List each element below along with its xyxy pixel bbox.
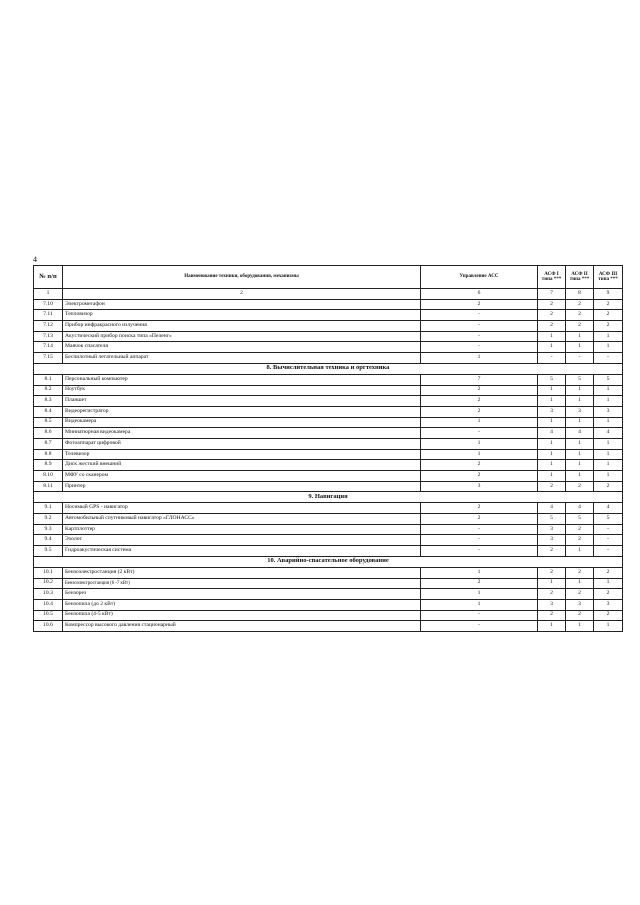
cell-mgmt: - — [421, 524, 538, 535]
cell-number: 10.6 — [34, 621, 63, 632]
cell-type2: 2 — [566, 299, 594, 310]
table-row — [34, 471, 623, 482]
cell-type3: 1 — [594, 342, 623, 353]
table-row — [34, 599, 623, 610]
cell-type3: 4 — [594, 428, 623, 439]
column-number: 8 — [566, 289, 594, 300]
cell-type1: 2 — [538, 299, 566, 310]
cell-name: Фотоаппарат цифровой — [63, 438, 421, 449]
table-row — [34, 299, 623, 310]
cell-name: Принтер — [63, 481, 421, 492]
cell-number: 10.1 — [34, 567, 63, 578]
cell-number: 8.3 — [34, 396, 63, 407]
header-mgmt: Управление АСС — [421, 266, 538, 289]
header-type3: АСФ III типа *** — [594, 266, 623, 289]
cell-mgmt: 3 — [421, 481, 538, 492]
cell-name: Тепловизор — [63, 310, 421, 321]
column-number: 6 — [421, 289, 538, 300]
cell-number: 8.5 — [34, 417, 63, 428]
cell-type3: 2 — [594, 310, 623, 321]
cell-type1: - — [538, 353, 566, 364]
cell-number: 9.5 — [34, 546, 63, 557]
cell-number: 8.9 — [34, 460, 63, 471]
section-row — [34, 556, 623, 567]
cell-type3: - — [594, 535, 623, 546]
cell-type3: 1 — [594, 621, 623, 632]
cell-type2: 3 — [566, 599, 594, 610]
cell-number: 9.2 — [34, 514, 63, 525]
cell-type2: 2 — [566, 310, 594, 321]
table-row — [34, 460, 623, 471]
cell-type2: 1 — [566, 460, 594, 471]
cell-type1: 3 — [538, 406, 566, 417]
cell-mgmt: 1 — [421, 567, 538, 578]
cell-type1: 5 — [538, 374, 566, 385]
column-number: 1 — [34, 289, 63, 300]
cell-type3: 1 — [594, 449, 623, 460]
section-title: 9. Навигация — [34, 492, 623, 503]
cell-name: Беспилотный летательный аппарат — [63, 353, 421, 364]
cell-type1: 4 — [538, 503, 566, 514]
cell-type2: 2 — [566, 481, 594, 492]
cell-number: 7.15 — [34, 353, 63, 364]
cell-type3: 1 — [594, 471, 623, 482]
cell-type3: 4 — [594, 503, 623, 514]
table-row — [34, 321, 623, 332]
cell-name: Картплоттер — [63, 524, 421, 535]
cell-type3: 3 — [594, 406, 623, 417]
table-row — [34, 481, 623, 492]
cell-name: Акустический прибор поиска типа «Пеленг» — [63, 331, 421, 342]
table-row — [34, 621, 623, 632]
cell-number: 8.7 — [34, 438, 63, 449]
header-type1: АСФ I типа *** — [538, 266, 566, 289]
cell-number: 8.6 — [34, 428, 63, 439]
cell-number: 10.2 — [34, 578, 63, 589]
column-number: 7 — [538, 289, 566, 300]
cell-number: 8.8 — [34, 449, 63, 460]
cell-name: Видеорегистратор — [63, 406, 421, 417]
cell-mgmt: - — [421, 621, 538, 632]
cell-type3: 5 — [594, 374, 623, 385]
cell-type3: 2 — [594, 567, 623, 578]
header-type2: АСФ II типа *** — [566, 266, 594, 289]
cell-type1: 1 — [538, 331, 566, 342]
cell-mgmt: 2 — [421, 514, 538, 525]
cell-mgmt: 1 — [421, 599, 538, 610]
cell-type2: 5 — [566, 374, 594, 385]
cell-type2: 2 — [566, 524, 594, 535]
cell-number: 8.1 — [34, 374, 63, 385]
cell-type2: 3 — [566, 406, 594, 417]
cell-type1: 2 — [538, 481, 566, 492]
cell-type3: 2 — [594, 589, 623, 600]
cell-mgmt: 2 — [421, 385, 538, 396]
table-row — [34, 449, 623, 460]
cell-type1: 2 — [538, 546, 566, 557]
cell-name: Планшет — [63, 396, 421, 407]
cell-type2: 1 — [566, 621, 594, 632]
cell-name: МФУ со сканером — [63, 471, 421, 482]
cell-name: Компрессор высокого давления стационарный — [63, 621, 421, 632]
cell-type2: - — [566, 353, 594, 364]
cell-name: Эхолот — [63, 535, 421, 546]
cell-mgmt: - — [421, 535, 538, 546]
cell-type3: 2 — [594, 481, 623, 492]
cell-name: Автомобильный спутниковый навигатор «ГЛОНАСС» — [63, 514, 421, 525]
cell-type2: 4 — [566, 503, 594, 514]
cell-type2: 1 — [566, 417, 594, 428]
cell-number: 9.3 — [34, 524, 63, 535]
cell-mgmt: 2 — [421, 299, 538, 310]
table-row — [34, 428, 623, 439]
cell-mgmt: - — [421, 321, 538, 332]
cell-type2: 5 — [566, 514, 594, 525]
column-number: 9 — [594, 289, 623, 300]
section-row — [34, 363, 623, 374]
cell-mgmt: 2 — [421, 460, 538, 471]
cell-number: 9.4 — [34, 535, 63, 546]
cell-name: Персональный компьютер — [63, 374, 421, 385]
cell-type1: 2 — [538, 610, 566, 621]
cell-number: 8.2 — [34, 385, 63, 396]
table-row — [34, 331, 623, 342]
cell-type1: 5 — [538, 514, 566, 525]
cell-mgmt: 2 — [421, 503, 538, 514]
header-name: Наименование техники, оборудования, механизмы — [63, 266, 421, 289]
cell-name: Бензопила (4-5 кВт) — [63, 610, 421, 621]
cell-type2: 1 — [566, 342, 594, 353]
cell-type2: 2 — [566, 321, 594, 332]
cell-type1: 1 — [538, 342, 566, 353]
cell-type3: 1 — [594, 385, 623, 396]
cell-name: Электромегафон — [63, 299, 421, 310]
cell-mgmt: - — [421, 331, 538, 342]
cell-number: 7.11 — [34, 310, 63, 321]
cell-number: 10.3 — [34, 589, 63, 600]
table-row — [34, 546, 623, 557]
cell-mgmt: 1 — [421, 353, 538, 364]
cell-mgmt: - — [421, 342, 538, 353]
table-row — [34, 438, 623, 449]
cell-mgmt: 1 — [421, 589, 538, 600]
cell-type2: 2 — [566, 589, 594, 600]
cell-type1: 3 — [538, 599, 566, 610]
cell-type3: - — [594, 353, 623, 364]
cell-number: 8.10 — [34, 471, 63, 482]
cell-name: Диск жесткий внешний — [63, 460, 421, 471]
cell-type2: 1 — [566, 546, 594, 557]
cell-type1: 2 — [538, 310, 566, 321]
page-number: 4 — [33, 255, 37, 264]
cell-number: 10.5 — [34, 610, 63, 621]
table-row — [34, 417, 623, 428]
cell-number: 7.10 — [34, 299, 63, 310]
table-body — [34, 299, 623, 631]
table-row — [34, 567, 623, 578]
cell-type3: 2 — [594, 610, 623, 621]
cell-type3: 5 — [594, 514, 623, 525]
cell-type3: - — [594, 524, 623, 535]
cell-name: Миниатюрная видеокамера — [63, 428, 421, 439]
cell-number: 7.13 — [34, 331, 63, 342]
cell-type1: 4 — [538, 428, 566, 439]
cell-type2: 4 — [566, 428, 594, 439]
cell-type1: 1 — [538, 578, 566, 589]
table-row — [34, 535, 623, 546]
cell-type2: 1 — [566, 578, 594, 589]
table-row — [34, 610, 623, 621]
cell-type3: 1 — [594, 438, 623, 449]
cell-type1: 1 — [538, 471, 566, 482]
table-row — [34, 385, 623, 396]
cell-type1: 1 — [538, 438, 566, 449]
cell-type2: 1 — [566, 438, 594, 449]
cell-mgmt: 1 — [421, 417, 538, 428]
header-num: № п/п — [34, 266, 63, 289]
cell-name: Бензопила (до 2 кВт) — [63, 599, 421, 610]
cell-type2: 2 — [566, 610, 594, 621]
cell-mgmt: - — [421, 310, 538, 321]
cell-type2: 1 — [566, 471, 594, 482]
cell-name: Телевизор — [63, 449, 421, 460]
table-row — [34, 396, 623, 407]
section-row — [34, 492, 623, 503]
cell-type1: 2 — [538, 321, 566, 332]
cell-type2: 2 — [566, 535, 594, 546]
cell-type1: 3 — [538, 524, 566, 535]
cell-type3: 2 — [594, 299, 623, 310]
cell-type2: 1 — [566, 385, 594, 396]
cell-type3: 1 — [594, 331, 623, 342]
table-row — [34, 589, 623, 600]
cell-type3: 1 — [594, 396, 623, 407]
cell-name: Бензоэлектростанция (6 -7 кВт) — [63, 578, 421, 589]
cell-type1: 2 — [538, 567, 566, 578]
cell-type1: 1 — [538, 460, 566, 471]
cell-name: Бензорез — [63, 589, 421, 600]
cell-type2: 1 — [566, 396, 594, 407]
cell-type1: 1 — [538, 449, 566, 460]
table-row — [34, 514, 623, 525]
table-row — [34, 374, 623, 385]
cell-type2: 2 — [566, 567, 594, 578]
table-row — [34, 342, 623, 353]
header-row — [34, 266, 623, 289]
section-title: 8. Вычислительная техника и оргтехника — [34, 363, 623, 374]
cell-type3: 1 — [594, 578, 623, 589]
table-row — [34, 503, 623, 514]
cell-mgmt: - — [421, 428, 538, 439]
table-row — [34, 353, 623, 364]
cell-name: Бензоэлектростанция (2 кВт) — [63, 567, 421, 578]
cell-type3: 2 — [594, 321, 623, 332]
table-row — [34, 578, 623, 589]
cell-name: Гидроакустическая система — [63, 546, 421, 557]
section-title: 10. Аварийно-спасательное оборудование — [34, 556, 623, 567]
column-number: 2 — [63, 289, 421, 300]
cell-mgmt: 1 — [421, 438, 538, 449]
cell-mgmt: 1 — [421, 449, 538, 460]
cell-mgmt: - — [421, 546, 538, 557]
cell-type3: 1 — [594, 417, 623, 428]
cell-mgmt: 7 — [421, 374, 538, 385]
cell-type3: 1 — [594, 460, 623, 471]
cell-type1: 1 — [538, 396, 566, 407]
cell-type1: 1 — [538, 417, 566, 428]
cell-name: Ноутбук — [63, 385, 421, 396]
cell-type3: 3 — [594, 599, 623, 610]
cell-number: 8.4 — [34, 406, 63, 417]
equipment-table — [33, 265, 623, 632]
cell-mgmt: 2 — [421, 578, 538, 589]
cell-type1: 1 — [538, 621, 566, 632]
cell-type1: 1 — [538, 385, 566, 396]
cell-number: 7.14 — [34, 342, 63, 353]
cell-type1: 3 — [538, 535, 566, 546]
cell-mgmt: 2 — [421, 406, 538, 417]
cell-number: 9.1 — [34, 503, 63, 514]
cell-number: 10.4 — [34, 599, 63, 610]
cell-number: 8.11 — [34, 481, 63, 492]
cell-mgmt: 2 — [421, 396, 538, 407]
cell-name: Видеокамера — [63, 417, 421, 428]
cell-name: Маячок спасателя — [63, 342, 421, 353]
cell-number: 7.12 — [34, 321, 63, 332]
cell-type2: 1 — [566, 449, 594, 460]
cell-type1: 2 — [538, 589, 566, 600]
table-row — [34, 406, 623, 417]
table-row — [34, 310, 623, 321]
cell-mgmt: 2 — [421, 471, 538, 482]
cell-name: Прибор инфракрасного излучения — [63, 321, 421, 332]
cell-type2: 1 — [566, 331, 594, 342]
cell-name: Носимый GPS - навигатор — [63, 503, 421, 514]
cell-type3: - — [594, 546, 623, 557]
column-number-row — [34, 289, 623, 300]
cell-mgmt: - — [421, 610, 538, 621]
table-row — [34, 524, 623, 535]
